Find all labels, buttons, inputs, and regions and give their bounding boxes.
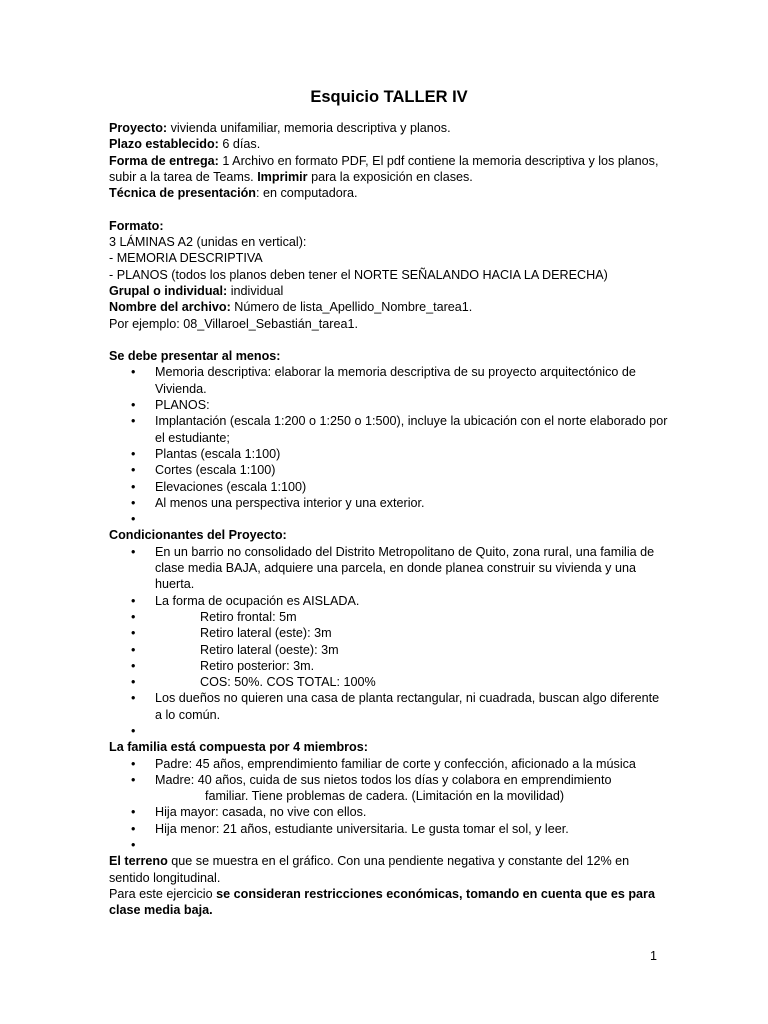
empty-list-item: • [131,723,136,738]
list-item: • Plantas (escala 1:100) [131,446,281,461]
grupal-line: Grupal o individual: individual [109,283,284,298]
proyecto-line: Proyecto: vivienda unifamiliar, memoria descriptiva y planos. [109,121,451,135]
forma-entrega-paragraph: Forma de entrega: 1 Archivo en formato PDF, El pdf contiene la memoria descriptiva y los planos, subir a la tarea de Teams. Imprimir para la exposición en clases. [109,153,659,184]
spacer [109,201,669,217]
list-item: • Implantación (escala 1:200 o 1:250 o 1:500), incluye la ubicación con el norte elaborado por el estudiante; [131,414,668,445]
list-item: • Hija menor: 21 años, estudiante universitaria. Le gusta tomar el sol, y leer. [131,821,569,836]
document-page [109,86,669,919]
list-item: • Cortes (escala 1:100) [131,463,276,478]
condicionantes-heading: Condicionantes del Proyecto: [109,528,287,543]
list-item: • Madre: 40 años, cuida de sus nietos todos los días y colabora en emprendimiento familiar. Tiene problemas de cadera. (Limitación en la movilidad) [131,772,612,804]
list-item: • Los dueños no quieren una casa de planta rectangular, ni cuadrada, buscan algo diferente a lo común. [131,691,660,722]
page-number: 1 [650,949,658,963]
familia-list [109,756,669,854]
nombre-archivo-line: Nombre del archivo: Número de lista_Apellido_Nombre_tarea1. [109,300,473,315]
formato-memoria: - MEMORIA DESCRIPTIVA [109,251,263,266]
presentar-list [109,364,669,527]
presentar-heading: Se debe presentar al menos: [109,349,281,364]
list-item: • En un barrio no consolidado del Distrito Metropolitano de Quito, zona rural, una familia de clase media BAJA, adquiere una parcela, en donde planea construir su vivienda y una huerta. [131,544,655,592]
empty-list-item: • [131,512,136,527]
list-item: • Retiro lateral (este): 3m [131,626,332,641]
condicionantes-list [109,544,669,740]
list-item: • La forma de ocupación es AISLADA. [131,593,360,608]
list-item: • COS: 50%. COS TOTAL: 100% [131,675,376,690]
empty-list-item: • [131,838,136,853]
list-item: • PLANOS: [131,398,210,413]
list-item: • Padre: 45 años, emprendimiento familiar de corte y confección, aficionado a la música [131,756,636,771]
ejemplo-line: Por ejemplo: 08_Villaroel_Sebastián_tarea1. [109,316,359,331]
formato-planos: - PLANOS (todos los planos deben tener el NORTE SEÑALANDO HACIA LA DERECHA) [109,267,608,282]
list-item: • Retiro lateral (oeste): 3m [131,642,339,657]
list-item: • Memoria descriptiva: elaborar la memoria descriptiva de su proyecto arquitectónico de Vivienda. [131,365,636,396]
restricciones-paragraph: Para este ejercicio se consideran restricciones económicas, tomando en cuenta que es para clase media baja. [109,886,655,918]
list-item: • Elevaciones (escala 1:100) [131,479,307,494]
formato-heading: Formato: [109,218,164,233]
list-item: • Retiro frontal: 5m [131,609,297,624]
terreno-paragraph: El terreno que se muestra en el gráfico. Con una pendiente negativa y constante del 12% en sentido longitudinal. [109,854,630,885]
familia-heading: La familia está compuesta por 4 miembros: [109,740,368,755]
list-item: • Retiro posterior: 3m. [131,658,315,673]
spacer [109,332,669,348]
document-title: Esquicio TALLER IV [310,88,468,106]
formato-laminas: 3 LÁMINAS A2 (unidas en vertical): [109,235,307,250]
list-item: • Al menos una perspectiva interior y una exterior. [131,495,425,510]
plazo-line: Plazo establecido: 6 días. [109,137,261,152]
list-item: • Hija mayor: casada, no vive con ellos. [131,805,367,820]
tecnica-line: Técnica de presentación: en computadora. [109,186,358,201]
